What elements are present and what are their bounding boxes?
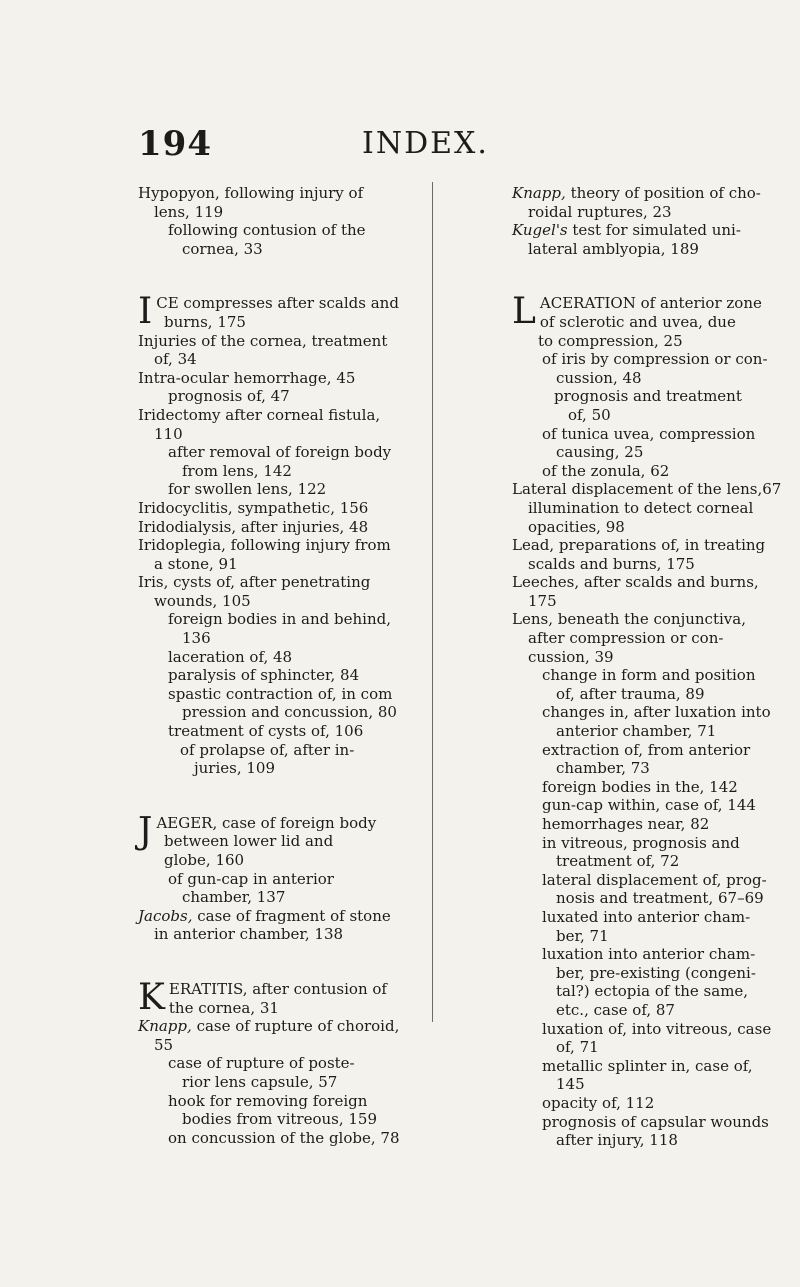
index-subentry: for swollen lens, 122 [168,480,327,499]
index-subentry: prognosis of capsular wounds after injury, 118 [542,1112,769,1150]
index-subentry: change in form and position of, after trauma, 89 [542,666,756,703]
index-subentry: in vitreous, prognosis and treatment of, 72 [542,833,740,871]
drop-cap: K [138,976,165,1018]
drop-cap: I [138,291,153,333]
index-subentry: laceration of, 48 [168,647,293,666]
index-subentry: treatment of cysts of, 106 [168,722,364,741]
index-entry-iridoplegia: Iridoplegia, following injury from a stone, 91 [138,536,391,573]
index-subentry: prognosis of, 47 [168,387,290,406]
index-entry-injuries: Injuries of the cornea, treatment of, 34 [138,331,388,369]
index-entry-lead: Lead, preparations of, in treating scalds and burns, 175 [512,536,766,573]
index-subentry: prognosis and treatment of, 50 [554,387,742,424]
index-subentry: metallic splinter in, case of, 145 [542,1056,753,1094]
index-subentry: of gun-cap in anterior chamber, 137 [168,869,334,907]
index-subentry: case of rupture of poste- rior lens capsule, 57 [168,1054,355,1091]
index-entry-keratitis: KERATITIS, after contusion of the cornea, 31 [138,976,387,1018]
index-subentry: luxation into anterior cham- ber, pre-existing (congeni- tal?) ectopia of the same, etc., case of, 87 [542,945,756,1019]
index-entry-iridectomy: Iridectomy after corneal fistula, 110 [138,405,381,443]
index-subentry: gun-cap within, case of, 144 [542,796,756,815]
index-entry-laceration: LACERATION of anterior zone of sclerotic and uvea, due to compression, 25 [512,291,762,350]
index-subentry: lateral displacement of, prog- nosis and treatment, 67–69 [542,870,767,908]
index-entry-intraocular: Intra-ocular hemorrhage, 45 [138,368,356,387]
left-column [138,184,430,1147]
index-entry-hypopyon: Hypopyon, following injury of lens, 119 [138,184,364,221]
index-entry-lens: Lens, beneath the conjunctiva, after compression or con- cussion, 39 [512,610,746,666]
index-entry-jacobs: Jacobs, case of fragment of stone in anterior chamber, 138 [138,906,391,944]
index-entry-ice: ICE compresses after scalds and burns, 175 [138,291,399,333]
index-subentry: of tunica uvea, compression causing, 25 [542,424,756,462]
page-title: INDEX. [362,126,489,161]
index-subentry: luxation of, into vitreous, case of, 71 [542,1019,772,1057]
drop-cap: J [138,810,153,852]
index-subentry: hemorrhages near, 82 [542,815,710,833]
index-subentry: hook for removing foreign bodies from vitreous, 159 [168,1091,378,1129]
index-subentry: paralysis of sphincter, 84 [168,666,360,685]
index-entry-iridocyclitis: Iridocyclitis, sympathetic, 156 [138,498,369,517]
right-column [512,184,798,1150]
index-subentry: following contusion of the cornea, 33 [168,221,366,258]
index-subentry: foreign bodies in the, 142 [542,777,738,796]
index-subentry: on concussion of the globe, 78 [168,1128,400,1147]
index-entry-iridodialysis: Iridodialysis, after injuries, 48 [138,517,369,536]
drop-cap: L [512,291,536,333]
index-entry-lateral: Lateral displacement of the lens,67 illumination to detect corneal opacities, 98 [512,480,782,536]
index-entry-knapp-theory: Knapp, theory of position of cho- roidal ruptures, 23 [512,184,761,221]
index-entry-iris: Iris, cysts of, after penetrating wounds, 105 [138,573,371,610]
index-subentry: spastic contraction of, in com pression and concussion, 80 [168,684,397,722]
index-subentry: of iris by compression or con- cussion, 48 [542,350,768,387]
page-number: 194 [138,124,212,164]
index-entry-knapp: Knapp, case of rupture of choroid, 55 [138,1017,400,1054]
index-entry-kugel: Kugel's test for simulated uni- lateral amblyopia, 189 [512,221,741,258]
index-subentry: foreign bodies in and behind, 136 [168,610,392,648]
column-divider [432,182,433,1022]
index-subentry: changes in, after luxation into anterior chamber, 71 [542,703,771,741]
index-entry-leeches: Leeches, after scalds and burns, 175 [512,573,759,610]
index-subentry: of prolapse of, after in- juries, 109 [180,740,355,778]
index-subentry: opacity of, 112 [542,1093,655,1112]
index-subentry: of the zonula, 62 [542,461,670,480]
index-entry-jaeger: JAEGER, case of foreign body between lower lid and globe, 160 [138,810,377,869]
index-subentry: extraction of, from anterior chamber, 73 [542,740,751,778]
index-subentry: luxated into anterior cham- ber, 71 [542,907,751,945]
index-subentry: after removal of foreign body from lens, 142 [168,443,392,480]
